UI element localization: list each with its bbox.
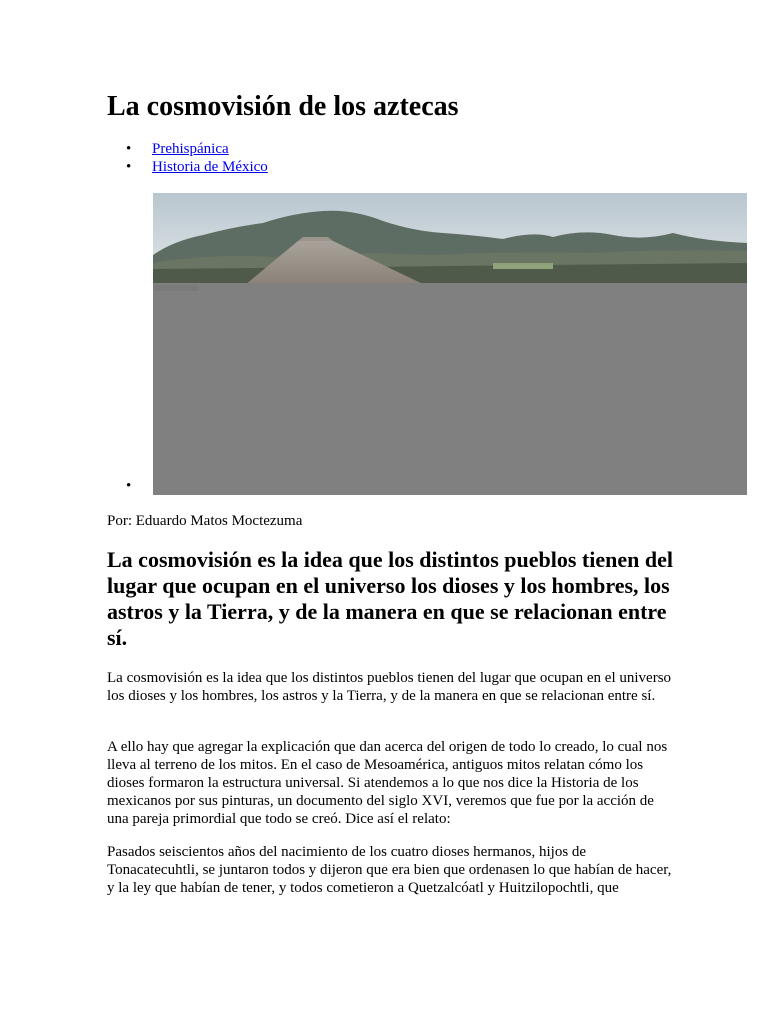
list-item — [107, 140, 268, 158]
tag-list — [107, 140, 268, 176]
list-item — [107, 158, 268, 176]
landscape-photo-icon — [153, 193, 747, 495]
tag-link-prehispanica[interactable]: Prehispánica — [152, 141, 229, 157]
image-list-item — [107, 193, 747, 495]
photo-svg — [153, 193, 747, 495]
page-title: La cosmovisión de los aztecas — [107, 91, 459, 122]
paragraph: La cosmovisión es la idea que los distintos pueblos tienen del lugar que ocupan en el universo los dioses y los hombres, los astros y la Tierra, y de la manera en que se relacionan entre sí. — [107, 670, 672, 704]
paragraph: A ello hay que agregar la explicación que dan acerca del origen de todo lo creado, lo cual nos lleva al terreno de los mitos. En el caso de Mesoamérica, antiguos mitos relatan cómo los dioses formaron la estructura universal. Si atendemos a lo que nos dice la Historia de los mexicanos por sus pinturas, un documento del siglo XVI, veremos que fue por la acción de una pareja primordial que todo se creó. Dice así el relato: — [107, 739, 668, 827]
article-subtitle: La cosmovisión es la idea que los distintos pueblos tienen del lugar que ocupan en el universo los dioses y los hombres, los astros y la Tierra, y de la manera en que se relacionan entre sí. — [107, 547, 673, 650]
bullet: • — [126, 478, 132, 494]
paragraph: Pasados seiscientos años del nacimiento de los cuatro dioses hermanos, hijos de Tonacatecuhtli, se juntaron todos y dijeron que era bien que ordenasen lo que habían de hacer, y la ley que habían de tener, y todos cometieron a Quetzalcóatl y Huitzilopochtli, que — [107, 844, 672, 896]
byline: Por: Eduardo Matos Moctezuma — [107, 513, 303, 529]
tag-link-historia-de-mexico[interactable]: Historia de México — [152, 159, 268, 175]
